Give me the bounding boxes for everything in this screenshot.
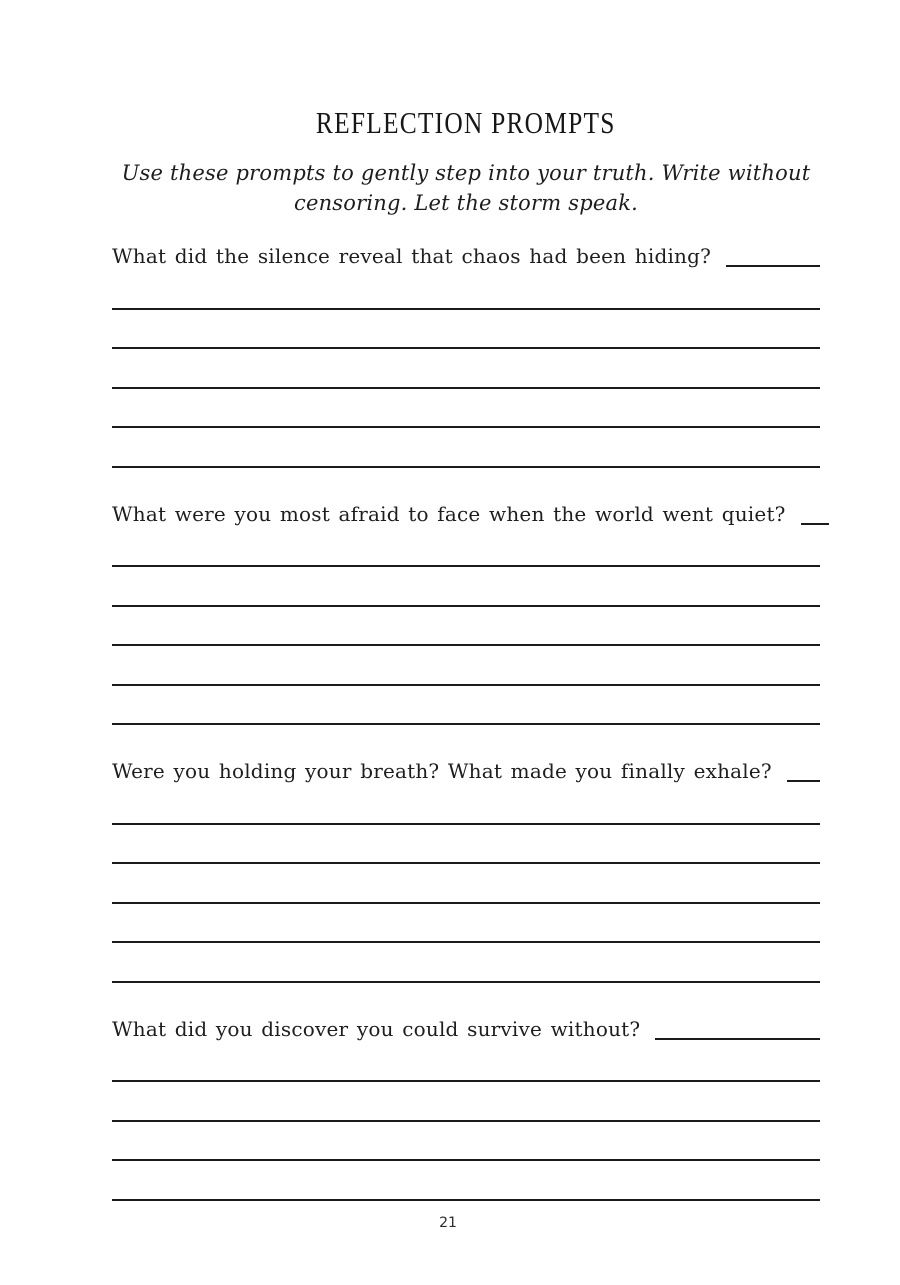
answer-line <box>112 1082 820 1122</box>
prompt-tail-line <box>655 1038 820 1040</box>
answer-line <box>112 943 820 983</box>
prompt-row <box>112 1016 820 1043</box>
answer-line <box>112 646 820 686</box>
answer-lines <box>112 528 820 726</box>
answer-line <box>112 825 820 865</box>
answer-line <box>112 607 820 647</box>
page-subtitle <box>112 158 820 218</box>
answer-line <box>112 686 820 726</box>
prompt-question: What did the silence reveal that chaos had been hiding? <box>112 244 712 268</box>
prompt-question: What did you discover you could survive without? <box>112 1016 641 1041</box>
prompt-section <box>112 758 820 983</box>
answer-lines <box>112 1043 820 1201</box>
answer-lines <box>112 785 820 983</box>
answer-line <box>112 864 820 904</box>
answer-line <box>112 1161 820 1201</box>
page-title-text: REFLECTION PROMPTS <box>316 105 616 140</box>
subtitle-line-2: censoring. Let the storm speak. <box>293 191 638 215</box>
subtitle-line-1: Use these prompts to gently step into your truth. Write without <box>121 161 811 185</box>
answer-line <box>112 270 820 310</box>
answer-line <box>112 1043 820 1083</box>
prompt-row <box>112 758 820 785</box>
answer-line <box>112 785 820 825</box>
answer-line <box>112 349 820 389</box>
answer-line <box>112 567 820 607</box>
prompt-tail-line <box>726 265 820 267</box>
prompt-question: Were you holding your breath? What made you finally exhale? <box>112 759 772 783</box>
answer-line <box>112 389 820 429</box>
answer-line <box>112 428 820 468</box>
answer-line <box>112 904 820 944</box>
prompt-section <box>112 501 820 726</box>
prompt-section <box>112 1016 820 1201</box>
answer-lines <box>112 270 820 468</box>
prompt-tail-line <box>801 523 829 525</box>
page-number: 21 <box>439 1215 457 1231</box>
prompt-row <box>112 501 820 528</box>
prompt-sections <box>112 243 820 1201</box>
page-title <box>112 104 820 146</box>
prompt-row <box>112 243 820 270</box>
answer-line <box>112 1122 820 1162</box>
answer-line <box>112 310 820 350</box>
answer-line <box>112 528 820 568</box>
prompt-question: What were you most afraid to face when the world went quiet? <box>112 501 786 526</box>
prompt-section <box>112 243 820 468</box>
prompt-tail-line <box>787 780 820 782</box>
